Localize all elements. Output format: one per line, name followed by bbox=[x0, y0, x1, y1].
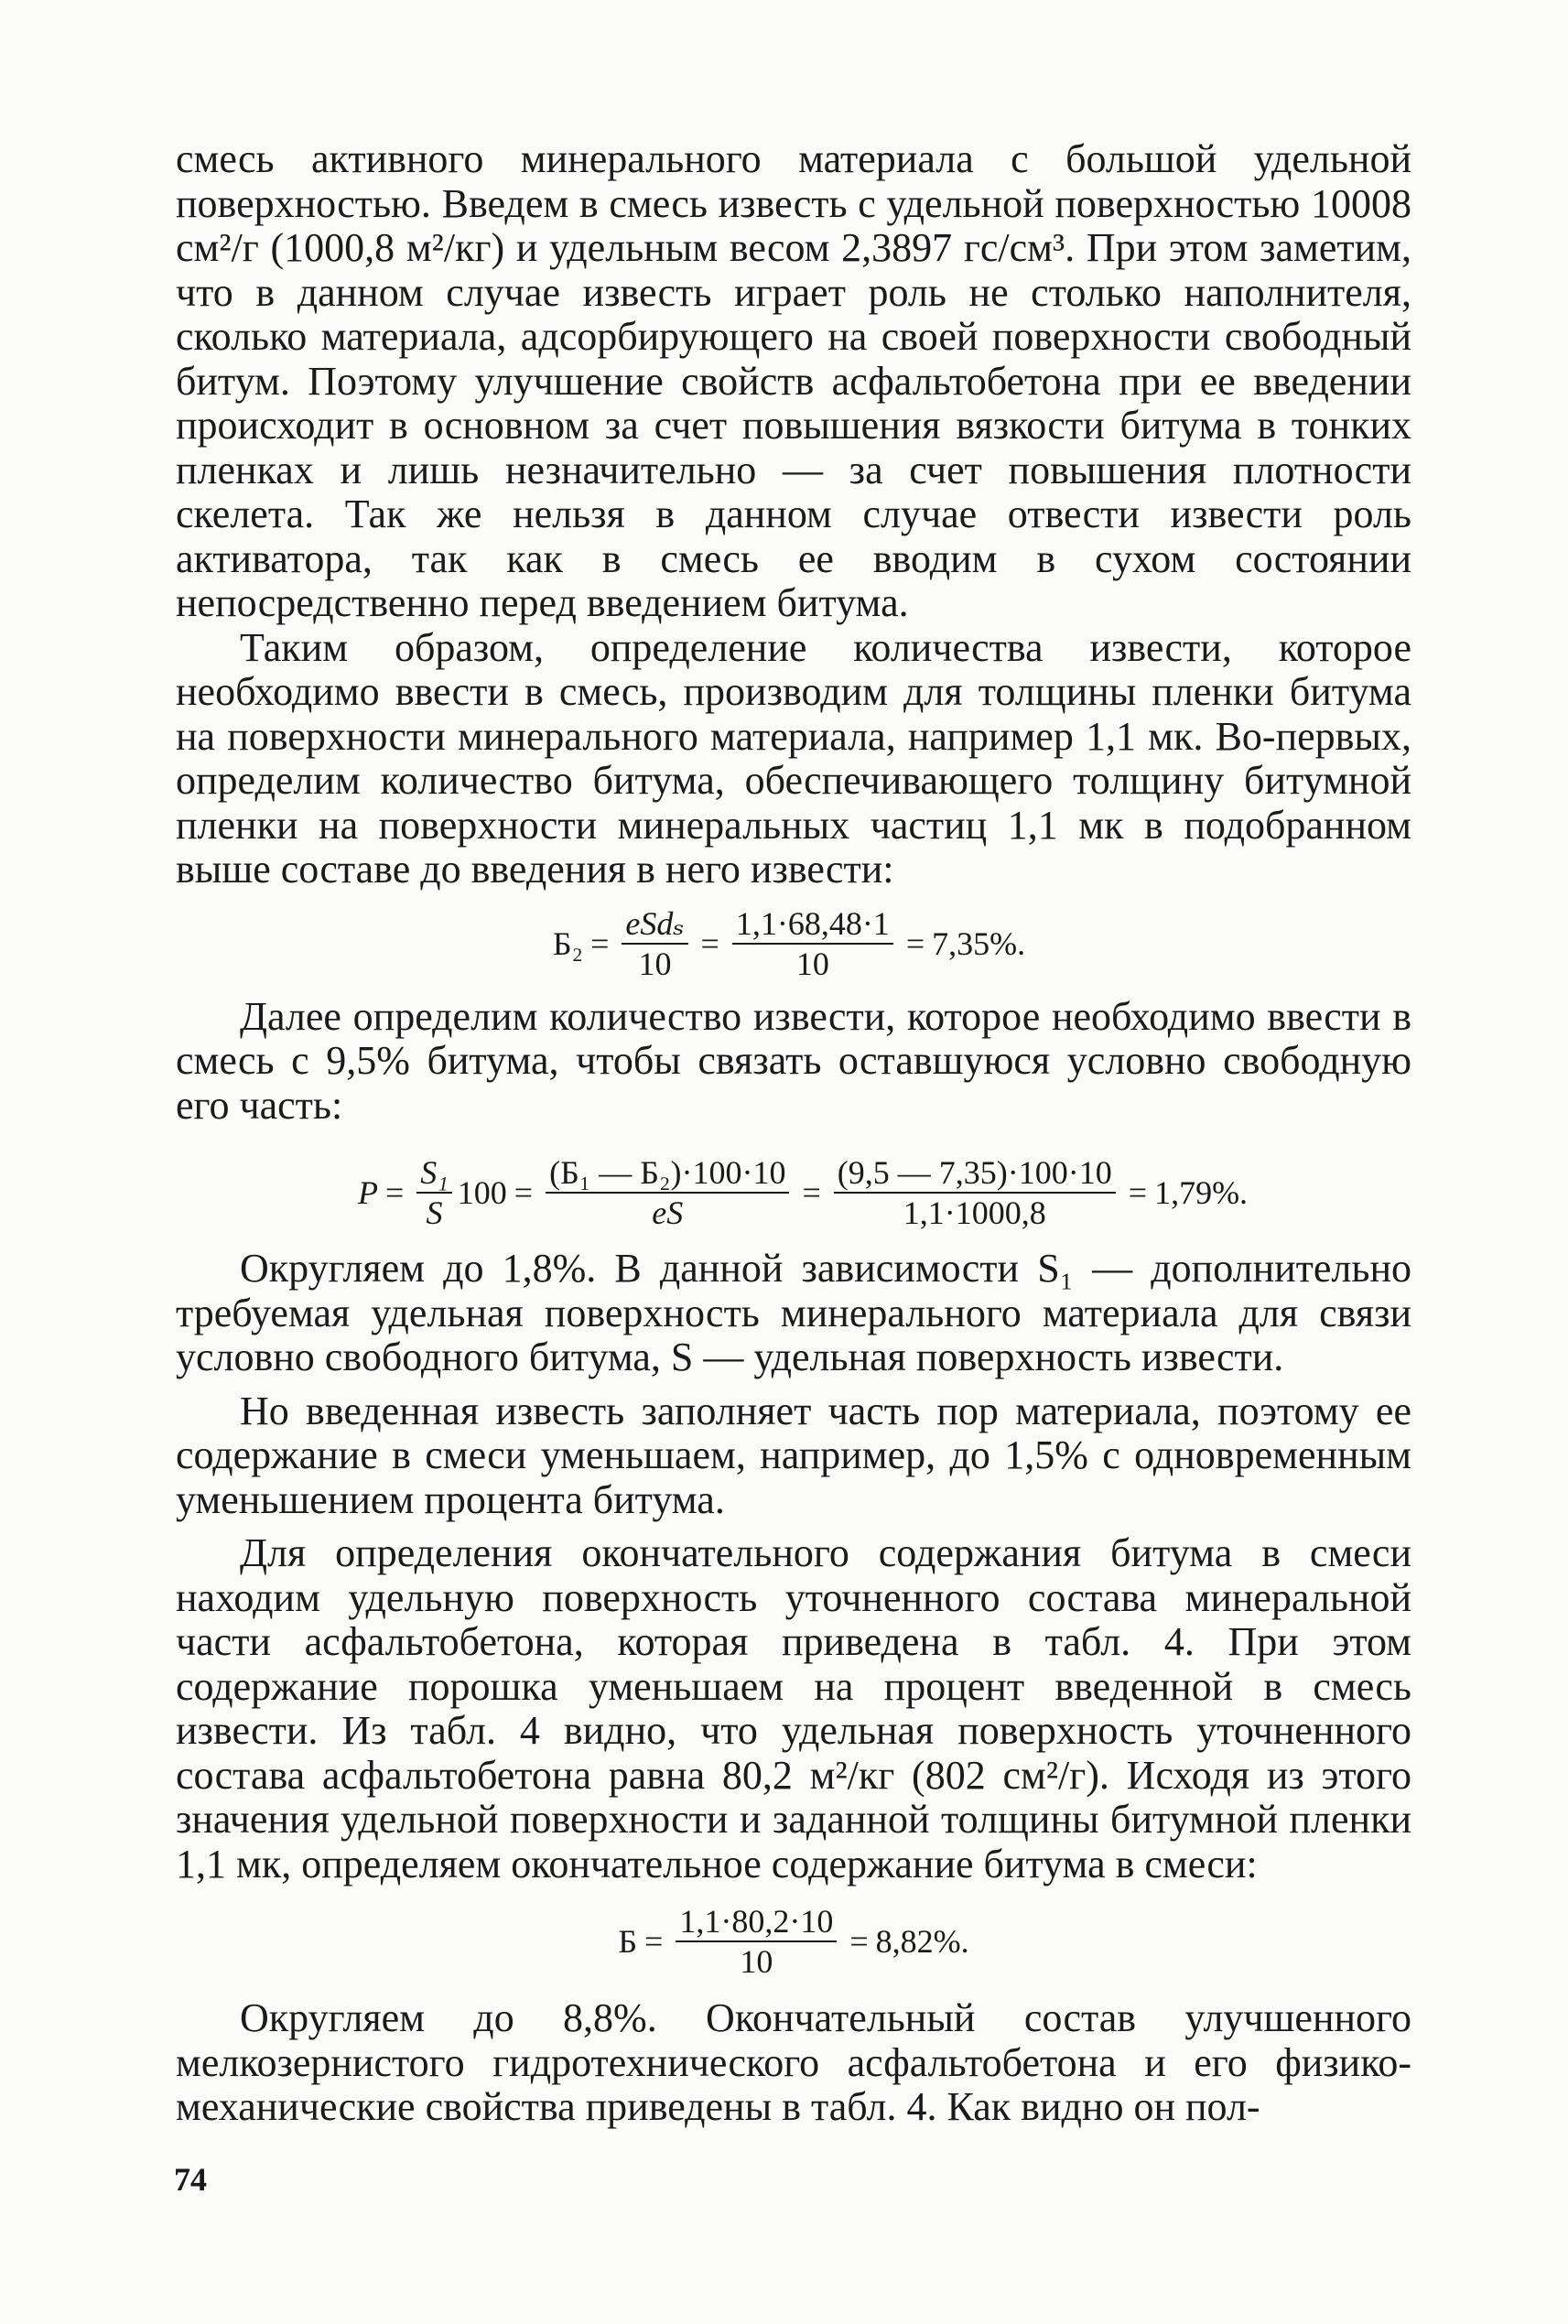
paragraph-3: Далее определим количество извести, которое необходимо ввести в смесь с 9,5% битума, чтобы связать оставшуюся условно свободную его часть: bbox=[176, 993, 1411, 1128]
formula2-mult: 100 bbox=[457, 1174, 507, 1211]
formula2-fraction-numeric bbox=[834, 1155, 1116, 1230]
formula-bitumen-b2: Б₂ = $\frac{\text{eSdₛ}}{10}$ = $\frac{1,1\cdot 68,48\cdot 1}{10}$ = 7,35%. bbox=[552, 904, 1026, 982]
formula2-den3: 1,1·1000,8 bbox=[903, 1194, 1046, 1231]
formula1-den1: 10 bbox=[638, 945, 672, 982]
formula2-den1: S bbox=[426, 1194, 443, 1231]
formula3-num1: 1,1·80,2·10 bbox=[676, 1904, 837, 1942]
formula2-den2: eS bbox=[652, 1194, 684, 1231]
formula3-lhs: Б bbox=[618, 1923, 638, 1960]
formula2-fraction-symbolic bbox=[546, 1155, 789, 1230]
formula1-result: 7,35%. bbox=[932, 924, 1026, 962]
formula1-den2: 10 bbox=[795, 945, 829, 982]
formula3-result: 8,82%. bbox=[875, 1923, 969, 1960]
paragraph-2: Таким образом, определение количества извести, которое необходимо ввести в смесь, производим для толщины пленки битума на поверхности минерального материала, например 1,1 мк. Во-первых, определим количество битума, обеспечивающего толщину битумной пленки на поверхности минеральных частиц 1,1 мк в подобранном выше составе до введения в него извести: bbox=[176, 624, 1411, 892]
page-number: 74 bbox=[174, 2161, 207, 2198]
formula2-fraction-s bbox=[416, 1155, 452, 1230]
formula2-num1: S₁ bbox=[416, 1155, 452, 1194]
formula3-fraction bbox=[676, 1904, 837, 1979]
paragraph-7: Округляем до 8,8%. Окончательный состав улучшенного мелкозернистого гидротехнического асфальтобетона и его физико-механические свойства приведены в табл. 4. Как видно он пол- bbox=[176, 1995, 1411, 2129]
formula-bitumen-final: Б = $\frac{1,1\cdot 80,2\cdot 10}{10}$ = 8,82%. bbox=[618, 1903, 969, 1980]
formula2-num2: (Б₁ — Б₂)·100·10 bbox=[546, 1155, 789, 1194]
paragraph-5: Но введенная известь заполняет часть пор материала, поэтому ее содержание в смеси уменьшаем, например, до 1,5% с одновременным уменьшением процента битума. bbox=[176, 1388, 1411, 1522]
formula2-num3: (9,5 — 7,35)·100·10 bbox=[834, 1155, 1116, 1194]
formula2-lhs: P bbox=[357, 1174, 378, 1211]
formula3-den1: 10 bbox=[740, 1943, 773, 1980]
formula1-fraction-symbolic bbox=[622, 906, 687, 981]
formula1-num1: eSdₛ bbox=[622, 906, 687, 945]
formula1-fraction-numeric bbox=[732, 906, 893, 981]
page-body bbox=[176, 137, 1411, 2130]
formula1-num2: 1,1·68,48·1 bbox=[732, 906, 893, 945]
paragraph-1: смесь активного минерального материала с большой удельной поверхностью. Введем в смесь известь с удельной поверхностью 10008 см²/г (1000,8 м²/кг) и удельным весом 2,3897 гс/см³. При этом заметим, что в данном случае известь играет роль не столько наполнителя, сколько материала, адсорбирующего на своей поверхности свободный битум. Поэтому улучшение свойств асфальтобетона при ее введении происходит в основном за счет повышения вязкости битума в тонких пленках и лишь незначительно — за счет повышения плотности скелета. Так же нельзя в данном случае отвести извести роль активатора, так как в смесь ее вводим в сухом состоянии непосредственно перед введением битума. bbox=[176, 136, 1411, 625]
paragraph-4: Округляем до 1,8%. В данной зависимости S₁ — дополнительно требуемая удельная поверхность минерального материала для связи условно свободного битума, S — удельная поверхность извести. bbox=[176, 1246, 1411, 1379]
paragraph-6: Для определения окончательного содержания битума в смеси находим удельную поверхность уточненного состава минеральной части асфальтобетона, которая приведена в табл. 4. При этом содержание порошка уменьшаем на процент введенной в смесь извести. Из табл. 4 видно, что удельная поверхность уточненного состава асфальтобетона равна 80,2 м²/кг (802 см²/г). Исходя из этого значения удельной поверхности и заданной толщины битумной пленки 1,1 мк, определяем окончательное содержание битума в смеси: bbox=[176, 1530, 1411, 1886]
formula2-result: 1,79%. bbox=[1154, 1174, 1249, 1211]
formula-lime-p: P = $\frac{\text{S₁}}{S}$ 100 = $\frac{\text{(Б₁ — Б₂)·100·10}}{eS}$ = $\frac{(9,5 — 7,35)\cdot 100\cdot 10}{1,1\cdot 1000,8}$ = 1,79%. bbox=[357, 1154, 1249, 1231]
formula1-lhs: Б₂ bbox=[552, 924, 584, 962]
